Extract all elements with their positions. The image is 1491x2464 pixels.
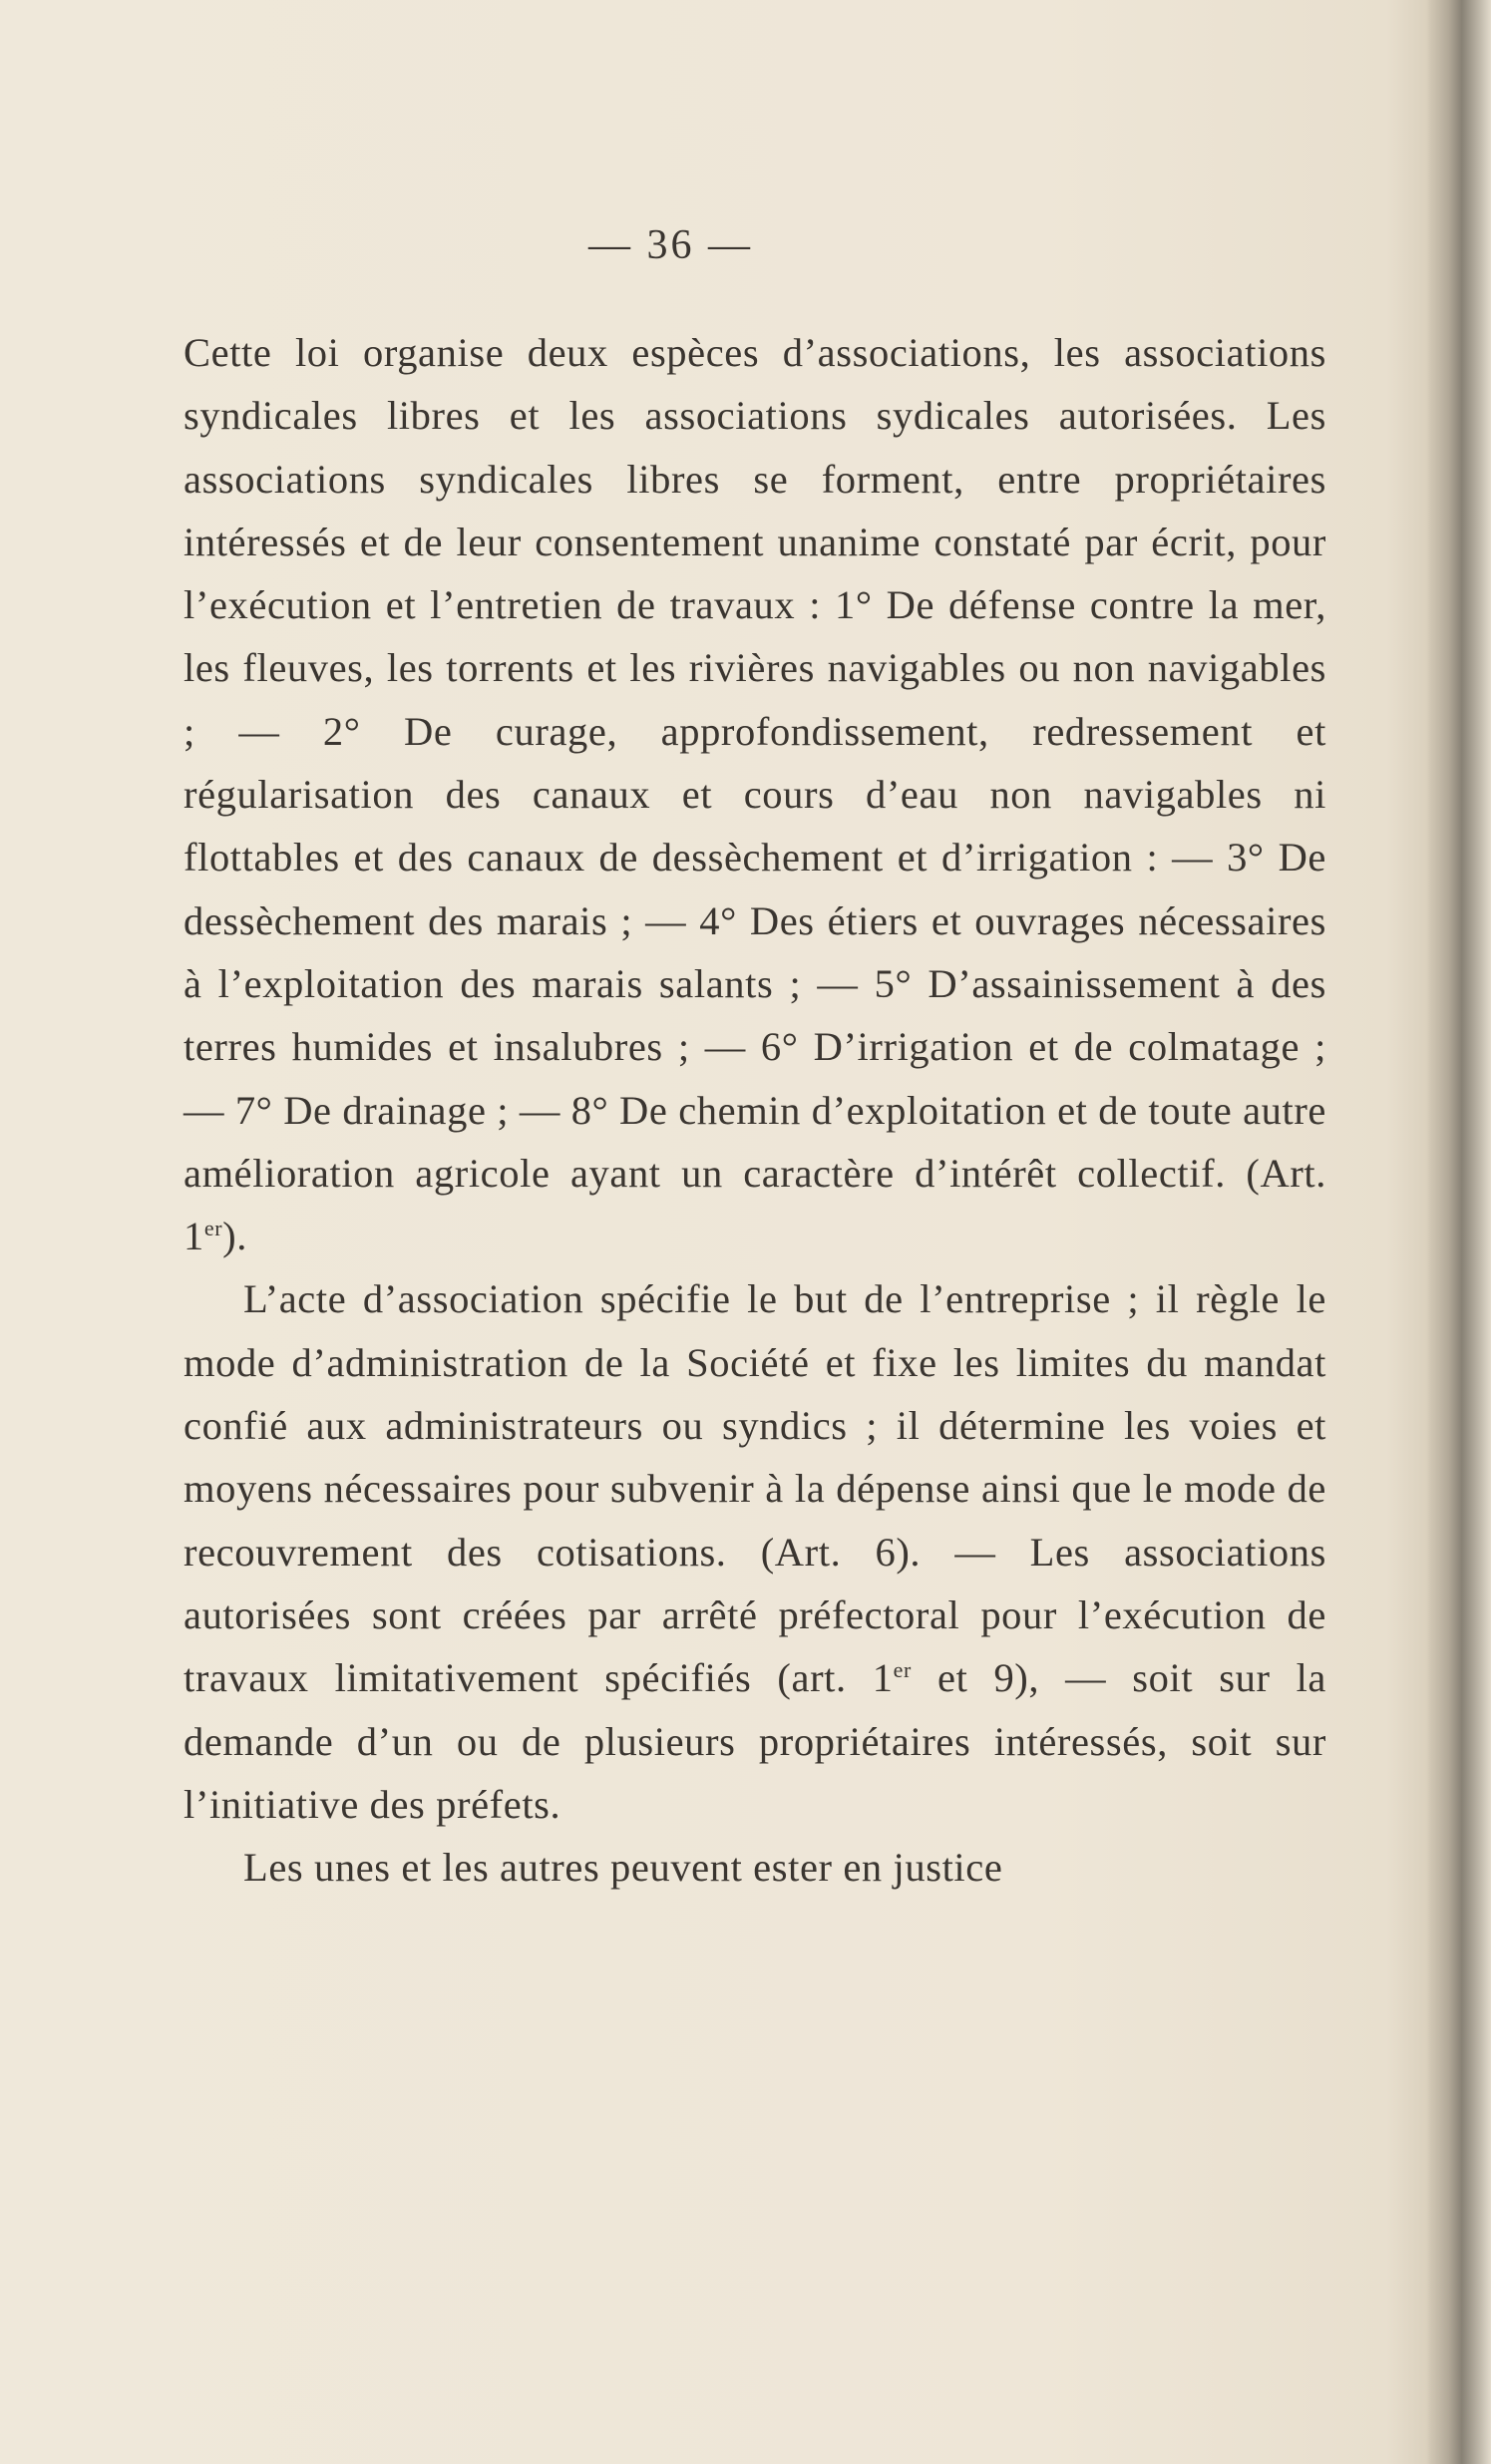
paragraph-associations	[184, 321, 1326, 1267]
superscript-er: er	[203, 1216, 223, 1241]
paragraph-ester-en-justice	[184, 1836, 1326, 1899]
page-binding-edge	[1426, 0, 1491, 2464]
paragraph-text: Cette loi organise deux espèces d’associations, les associations syndicales libres et les associations sydicales autorisées. Les associations syndicales libres se forment, entre propriétaires intéressés et de leur consentement unanime constaté par écrit, pour l’exécution et l’entretien de travaux : 1° De défense contre la mer, les fleuves, les torrents et les rivières navigables ou non navigables ; — 2° De curage, approfondissement, redressement et régularisation des canaux et cours d’eau non navigables ni flottables et des canaux de dessèchement et d’irrigation : — 3° De dessèchement des marais ; — 4° Des étiers et ouvrages nécessaires à l’exploitation des marais salants ; — 5° D’assainissement à des terres humides et insalubres ; — 6° D’irrigation et de colmatage ; — 7° De drainage ; — 8° De chemin d’exploitation et de toute autre amélioration agricole ayant un caractère d’intérêt collectif. (Art. 1	[184, 330, 1327, 1259]
paragraph-text: et 9), — soit sur la demande d’un ou de plusieurs propriétaires intéressés, soit sur l’initiative des préfets.	[184, 1655, 1326, 1827]
paragraph-acte-association	[184, 1267, 1326, 1836]
paragraph-text: ).	[222, 1214, 247, 1259]
page-number: — 36 —	[588, 222, 753, 268]
paragraph-text: L’acte d’association spécifie le but de l’entreprise ; il règle le mode d’administration de la Société et fixe les limites du mandat confié aux administrateurs ou syndics ; il détermine les voies et moyens nécessaires pour subvenir à la dépense ainsi que le mode de recouvrement des cotisations. (Art. 6). — Les associations autorisées sont créées par arrêté préfectoral pour l’exécution de travaux limitativement spécifiés (art. 1	[184, 1276, 1326, 1701]
body-text	[184, 321, 1326, 1899]
superscript-er: er	[893, 1657, 912, 1683]
paragraph-text: Les unes et les autres peuvent ester en justice	[243, 1845, 1003, 1891]
